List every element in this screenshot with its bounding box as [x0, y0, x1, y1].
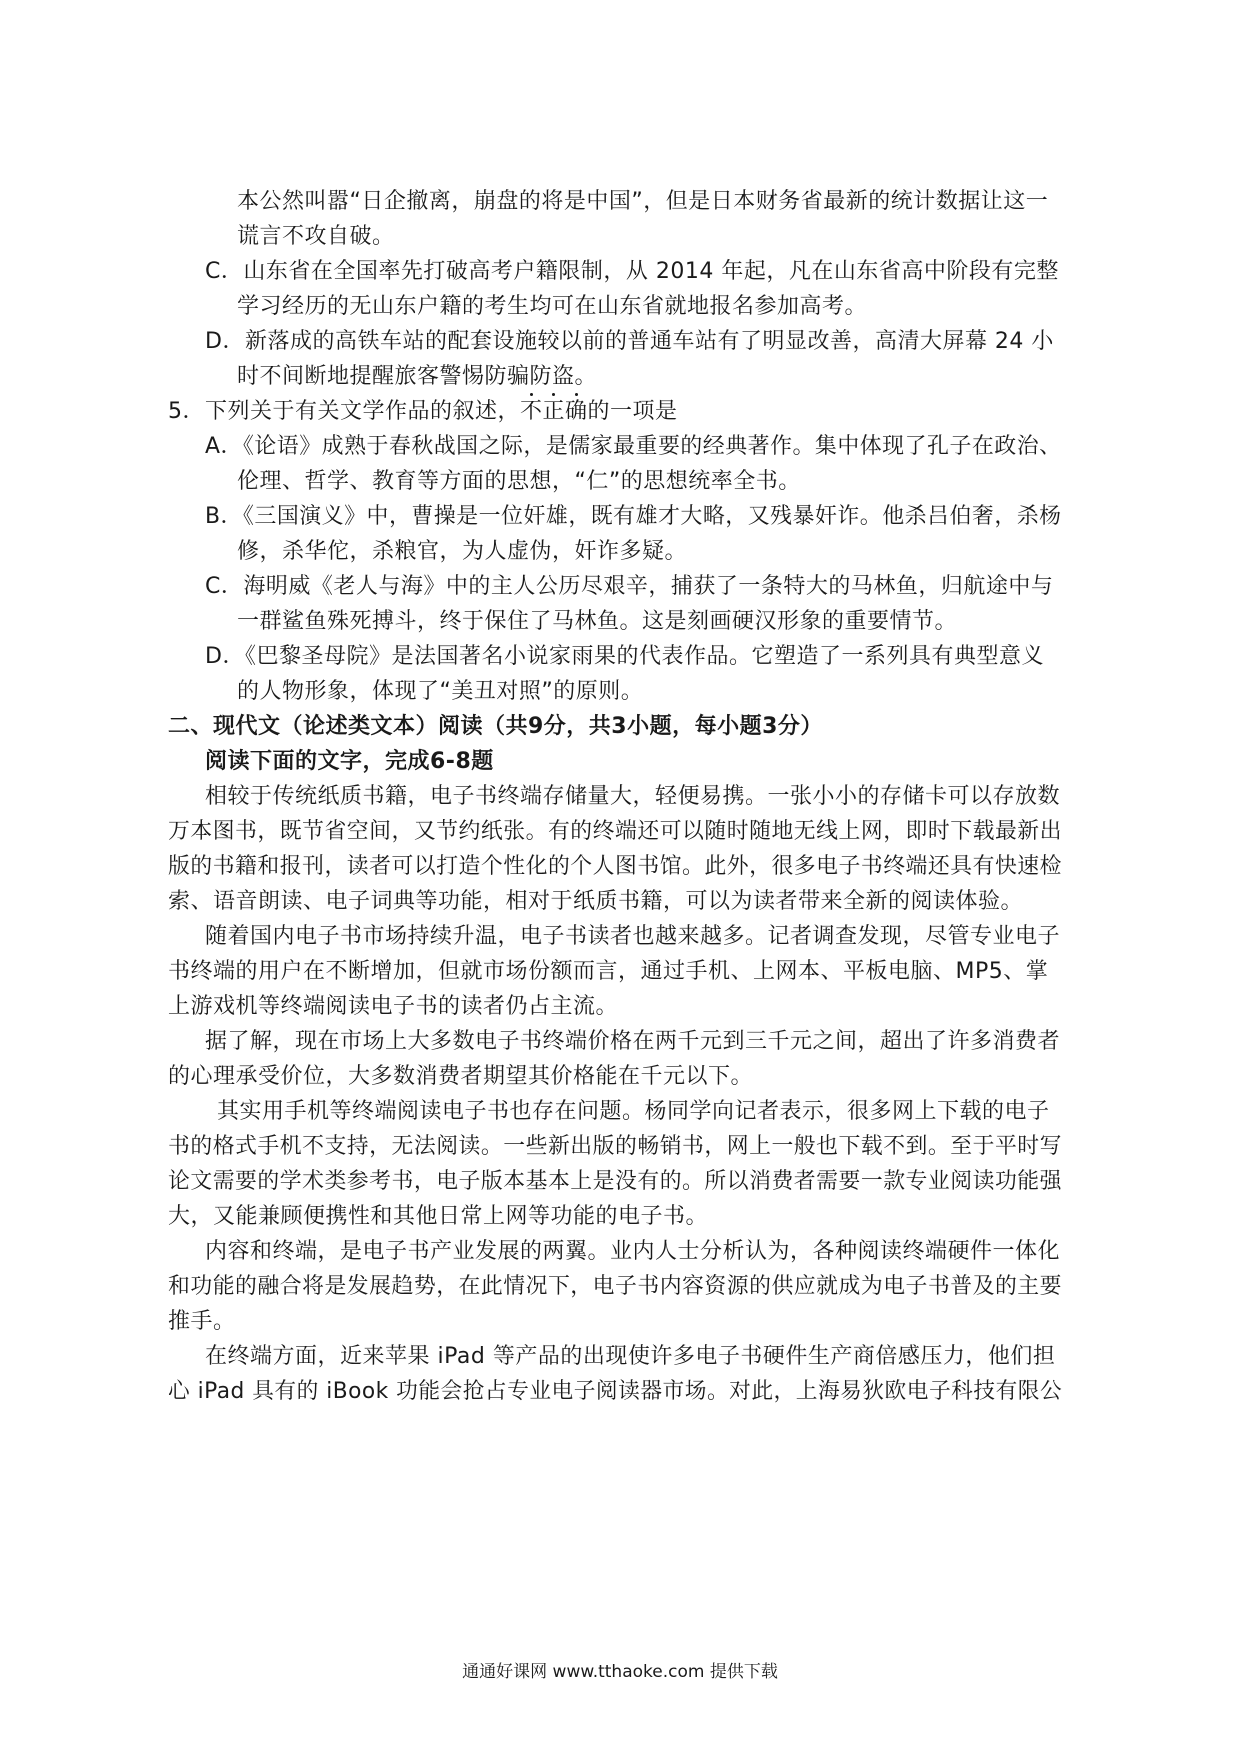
passage-p4-line2: 书的格式手机不支持，无法阅读。一些新出版的畅销书，网上一般也下载不到。至于平时写: [168, 1134, 1063, 1159]
section-2-instruction: 阅读下面的文字，完成6-8题: [205, 749, 494, 774]
q5-option-c-line1: C．海明威《老人与海》中的主人公历尽艰辛，捕获了一条特大的马林鱼，归航途中与: [205, 574, 1054, 599]
passage-p3-line1: 据了解，现在市场上大多数电子书终端价格在两千元到三千元之间，超出了许多消费者: [205, 1029, 1061, 1054]
passage-p2-line3: 上游戏机等终端阅读电子书的读者仍占主流。: [168, 994, 619, 1019]
passage-p2-line1: 随着国内电子书市场持续升温，电子书读者也越来越多。记者调查发现，尽管专业电子: [205, 924, 1061, 949]
q5-option-d-line2: 的人物形象，体现了“美丑对照”的原则。: [237, 679, 644, 704]
q4-option-b-line2: 本公然叫嚣“日企撤离，崩盘的将是中国”，但是日本财务省最新的统计数据让这一: [237, 189, 1049, 214]
passage-p4-line1: 其实用手机等终端阅读电子书也存在问题。杨同学向记者表示，很多网上下载的电子: [217, 1099, 1050, 1124]
passage-p5-line2: 和功能的融合将是发展趋势，在此情况下，电子书内容资源的供应就成为电子书普及的主要: [168, 1274, 1063, 1299]
passage-p5-line3: 推手。: [168, 1309, 236, 1334]
q5-option-d-line1: D．《巴黎圣母院》是法国著名小说家雨果的代表作品。它塑造了一系列具有典型意义: [205, 644, 1044, 669]
passage-p1-line4: 索、语音朗读、电子词典等功能，相对于纸质书籍，可以为读者带来全新的阅读体验。: [168, 889, 1024, 914]
passage-p6-line2: 心 iPad 具有的 iBook 功能会抢占专业电子阅读器市场。对此，上海易狄欧电子科技有限公: [168, 1379, 1063, 1404]
passage-p1-line2: 万本图书，既节省空间，又节约纸张。有的终端还可以随时随地无线上网，即时下载最新出: [168, 819, 1063, 844]
emphasis-char: 确: [565, 399, 588, 424]
page-footer: 通通好课网 www.tthaoke.com 提供下载: [462, 1662, 778, 1682]
passage-p2-line2: 书终端的用户在不断增加，但就市场份额而言，通过手机、上网本、平板电脑、MP5、掌: [168, 959, 1049, 984]
q5-option-b-line2: 修，杀华佗，杀粮官，为人虚伪，奸诈多疑。: [237, 539, 688, 564]
q4-option-d-line2: 时不间断地提醒旅客警惕防骗防盗。: [237, 364, 598, 389]
section-2-heading: 二、现代文（论述类文本）阅读（共9分，共3小题，每小题3分）: [168, 714, 823, 739]
q5-option-c-line2: 一群鲨鱼殊死搏斗，终于保住了马林鱼。这是刻画硬汉形象的重要情节。: [237, 609, 958, 634]
q5-option-b-line1: B．《三国演义》中，曹操是一位奸雄，既有雄才大略，又残暴奸诈。他杀吕伯奢，杀杨: [205, 504, 1062, 529]
passage-p3-line2: 的心理承受价位，大多数消费者期望其价格能在千元以下。: [168, 1064, 754, 1089]
passage-p5-line1: 内容和终端，是电子书产业发展的两翼。业内人士分析认为，各种阅读终端硬件一体化: [205, 1239, 1061, 1264]
passage-p4-line3: 论文需要的学术类参考书，电子版本基本上是没有的。所以消费者需要一款专业阅读功能强: [168, 1169, 1063, 1194]
passage-p4-line4: 大，又能兼顾便携性和其他日常上网等功能的电子书。: [168, 1204, 709, 1229]
q5-option-a-line1: A．《论语》成熟于春秋战国之际，是儒家最重要的经典著作。集中体现了孔子在政治、: [205, 434, 1062, 459]
q4-option-b-line3: 谎言不攻自破。: [237, 224, 395, 249]
q5-option-a-line2: 伦理、哲学、教育等方面的思想，“仁”的思想统率全书。: [237, 469, 801, 494]
emphasis-char: 正: [542, 399, 566, 424]
q4-option-d-line1: D．新落成的高铁车站的配套设施较以前的普通车站有了明显改善，高清大屏幕 24 小: [205, 329, 1054, 354]
passage-p6-line1: 在终端方面，近来苹果 iPad 等产品的出现使许多电子书硬件生产商倍感压力，他们担: [205, 1344, 1056, 1369]
passage-p1-line1: 相较于传统纸质书籍，电子书终端存储量大，轻便易携。一张小小的存储卡可以存放数: [205, 784, 1061, 809]
passage-p1-line3: 版的书籍和报刊，读者可以打造个性化的个人图书馆。此外，很多电子书终端还具有快速检: [168, 854, 1063, 879]
emphasis-char: 不: [520, 399, 543, 424]
question-5-prefix: 5．下列关于有关文学作品的叙述，: [168, 399, 520, 424]
question-5-emphasis: [520, 399, 588, 424]
q4-option-c-line1: C．山东省在全国率先打破高考户籍限制，从 2014 年起，凡在山东省高中阶段有完整: [205, 259, 1059, 284]
question-5-stem: [168, 397, 678, 427]
q4-option-c-line2: 学习经历的无山东户籍的考生均可在山东省就地报名参加高考。: [237, 294, 868, 319]
question-5-suffix: 的一项是: [587, 399, 678, 424]
